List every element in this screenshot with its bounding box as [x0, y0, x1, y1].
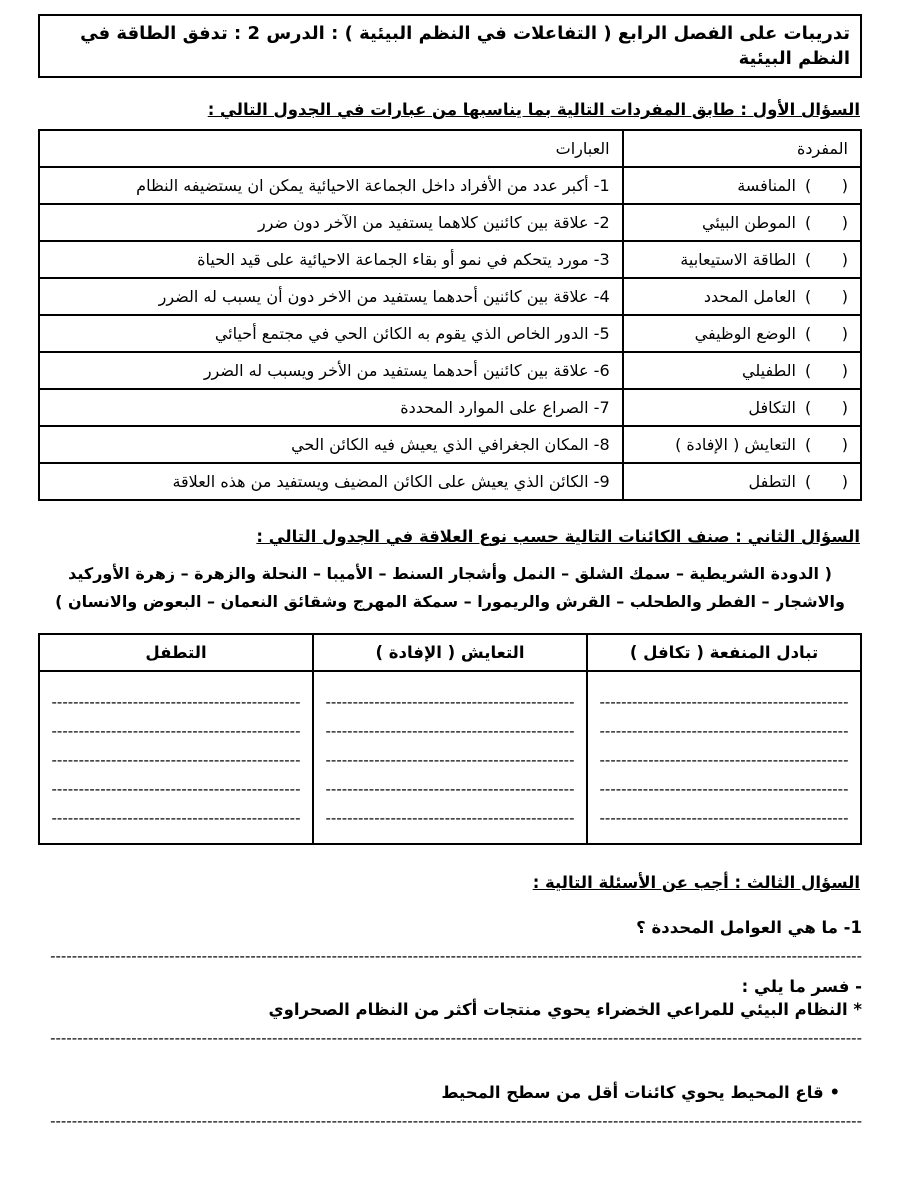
vocab-header-cell: المفردة [623, 130, 861, 167]
classification-body-row [39, 671, 861, 844]
answer-blank-line: ---------------------------------------------- [325, 692, 575, 711]
table-row [39, 352, 861, 389]
statement-cell: 3- مورد يتحكم في نمو أو بقاء الجماعة الاحيائية على قيد الحياة [39, 241, 623, 278]
answer-blank-line: ---------------------------------------------- [325, 750, 575, 769]
answer-blank-line: ---------------------------------------------- [599, 750, 849, 769]
vocab-cell [623, 463, 861, 500]
commensalism-answer-cell [313, 671, 587, 844]
vocab-word: المنافسة [737, 176, 796, 196]
answer-write-line: ------------------------------------------------------------------------------------------------------------------------------------------------------ [50, 1111, 862, 1130]
vocab-word: الطاقة الاستيعابية [680, 250, 796, 270]
answer-blank-line: ---------------------------------------------- [51, 808, 301, 827]
answer-blank-parens: ( ) [805, 472, 848, 492]
answer-blank-line: ---------------------------------------------- [599, 779, 849, 798]
answer-write-line: ------------------------------------------------------------------------------------------------------------------------------------------------------ [50, 946, 862, 965]
table-row [39, 426, 861, 463]
explain-item-ocean-floor: • قاع المحيط يحوي كائنات أقل من سطح المحيط [441, 1082, 840, 1102]
answer-blank-line: ---------------------------------------------- [51, 750, 301, 769]
answer-blank-parens: ( ) [805, 213, 848, 233]
q2-heading: السؤال الثاني : صنف الكائنات التالية حسب نوع العلاقة في الجدول التالي : [256, 527, 860, 547]
answer-blank-parens: ( ) [805, 398, 848, 418]
vocab-cell [623, 167, 861, 204]
explain-label: - فسر ما يلي : [741, 976, 862, 996]
vocab-word: التعايش ( الإفادة ) [675, 435, 796, 455]
vocab-cell [623, 204, 861, 241]
explain-item-grassland: * النظام البيئي للمراعي الخضراء يحوي منتجات أكثر من النظام الصحراوي [268, 999, 862, 1019]
table-row [39, 204, 861, 241]
answer-blank-line: ---------------------------------------------- [599, 721, 849, 740]
vocab-cell [623, 389, 861, 426]
table-row [39, 167, 861, 204]
table-row [39, 389, 861, 426]
table-header-row [39, 130, 861, 167]
statement-cell: 5- الدور الخاص الذي يقوم به الكائن الحي في مجتمع أحيائي [39, 315, 623, 352]
statement-cell: 4- علاقة بين كائنين أحدهما يستفيد من الاخر دون أن يسبب له الضرر [39, 278, 623, 315]
matching-table [38, 129, 862, 501]
answer-blank-parens: ( ) [805, 435, 848, 455]
answer-blank-line: ---------------------------------------------- [325, 721, 575, 740]
answer-blank-line: ---------------------------------------------- [325, 779, 575, 798]
classification-table [38, 633, 862, 845]
answer-blank-parens: ( ) [805, 250, 848, 270]
worksheet-title: تدريبات على الفصل الرابع ( التفاعلات في النظم البيئية ) : الدرس 2 : تدفق الطاقة في النظم البيئية [38, 14, 862, 78]
vocab-word: الموطن البيئي [702, 213, 796, 233]
table-row [39, 463, 861, 500]
vocab-word: التكافل [748, 398, 796, 418]
statement-cell: 1- أكبر عدد من الأفراد داخل الجماعة الاحيائية يمكن ان يستضيفه النظام [39, 167, 623, 204]
table-row [39, 241, 861, 278]
column-header-commensalism: التعايش ( الإفادة ) [313, 634, 587, 671]
q3-item-1: 1- ما هي العوامل المحددة ؟ [636, 917, 862, 937]
answer-blank-line: ---------------------------------------------- [325, 808, 575, 827]
vocab-word: الطفيلي [742, 361, 796, 381]
vocab-cell [623, 352, 861, 389]
answer-blank-line: ---------------------------------------------- [599, 808, 849, 827]
column-header-mutualism: تبادل المنفعة ( تكافل ) [587, 634, 861, 671]
vocab-cell [623, 426, 861, 463]
statement-cell: 6- علاقة بين كائنين أحدهما يستفيد من الأخر ويسبب له الضرر [39, 352, 623, 389]
vocab-word: الوضع الوظيفي [694, 324, 796, 344]
statements-header-cell: العبارات [39, 130, 623, 167]
vocab-word: التطفل [748, 472, 796, 492]
vocab-cell [623, 241, 861, 278]
answer-blank-line: ---------------------------------------------- [51, 779, 301, 798]
q3-heading: السؤال الثالث : أجب عن الأسئلة التالية : [532, 872, 860, 892]
answer-blank-parens: ( ) [805, 361, 848, 381]
answer-blank-parens: ( ) [805, 176, 848, 196]
statement-cell: 2- علاقة بين كائنين كلاهما يستفيد من الآخر دون ضرر [39, 204, 623, 241]
answer-blank-line: ---------------------------------------------- [51, 721, 301, 740]
parasitism-answer-cell [39, 671, 313, 844]
answer-blank-parens: ( ) [805, 324, 848, 344]
mutualism-answer-cell [587, 671, 861, 844]
answer-write-line: ------------------------------------------------------------------------------------------------------------------------------------------------------ [50, 1028, 862, 1047]
vocab-cell [623, 278, 861, 315]
column-header-parasitism: التطفل [39, 634, 313, 671]
answer-blank-line: ---------------------------------------------- [51, 692, 301, 711]
statement-cell: 7- الصراع على الموارد المحددة [39, 389, 623, 426]
statement-cell: 8- المكان الجغرافي الذي يعيش فيه الكائن الحي [39, 426, 623, 463]
vocab-cell [623, 315, 861, 352]
organisms-list: ( الدودة الشريطية – سمك الشلق – النمل وأشجار السنط – الأميبا – النحلة والزهرة – زهرة الأوركيد والاشجار – الفطر والطحلب – القرش والريمورا – سمكة المهرج وشقائق النعمان – البعوض والانسان ) [55, 564, 845, 611]
answer-blank-line: ---------------------------------------------- [599, 692, 849, 711]
vocab-word: العامل المحدد [703, 287, 796, 307]
table-row [39, 278, 861, 315]
table-row [39, 315, 861, 352]
q1-heading: السؤال الأول : طابق المفردات التالية بما يناسبها من عبارات في الجدول التالي : [207, 100, 860, 120]
classification-header-row [39, 634, 861, 671]
statement-cell: 9- الكائن الذي يعيش على الكائن المضيف ويستفيد من هذه العلاقة [39, 463, 623, 500]
answer-blank-parens: ( ) [805, 287, 848, 307]
